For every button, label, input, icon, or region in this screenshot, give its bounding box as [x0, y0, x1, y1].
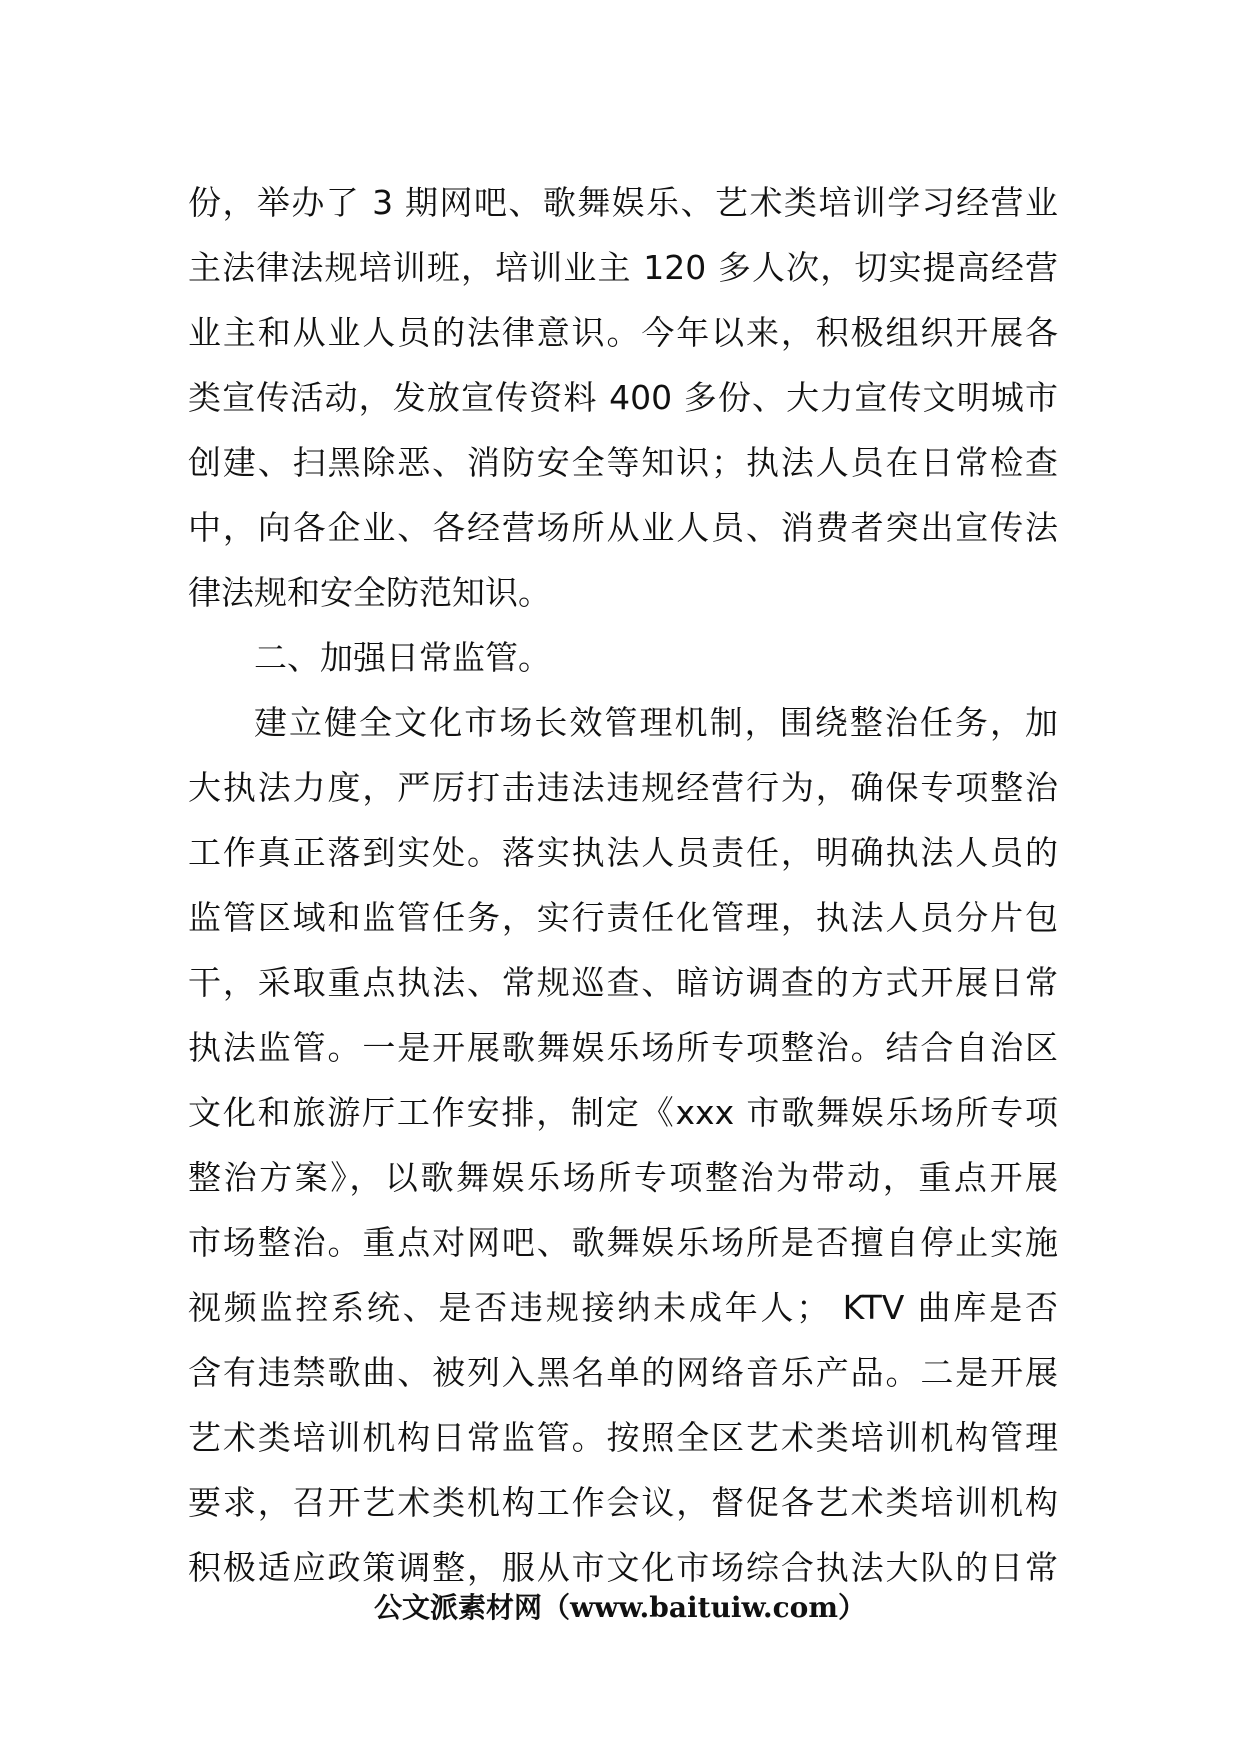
document-body	[188, 170, 1058, 1600]
text-line: 要求，召开艺术类机构工作会议，督促各艺术类培训机构	[188, 1483, 1058, 1522]
text-line: 监管区域和监管任务，实行责任化管理，执法人员分片包	[188, 898, 1058, 937]
text-line: 含有违禁歌曲、被列入黑名单的网络音乐产品。二是开展	[188, 1353, 1058, 1392]
footer-watermark: 公文派素材网（www.baituiw.com）	[374, 1591, 866, 1624]
text-line: 积极适应政策调整，服从市文化市场综合执法大队的日常	[188, 1548, 1058, 1587]
text-line: 业主和从业人员的法律意识。今年以来，积极组织开展各	[188, 313, 1058, 352]
text-line: 干，采取重点执法、常规巡查、暗访调查的方式开展日常	[188, 963, 1058, 1002]
text-line: 主法律法规培训班，培训业主 120 多人次，切实提高经营	[188, 248, 1058, 287]
text-line: 工作真正落到实处。落实执法人员责任，明确执法人员的	[188, 833, 1058, 872]
text-line: 份，举办了 3 期网吧、歌舞娱乐、艺术类培训学习经营业	[188, 183, 1058, 222]
text-line: 创建、扫黑除恶、消防安全等知识；执法人员在日常检查	[188, 443, 1058, 482]
text-line: 大执法力度，严厉打击违法违规经营行为，确保专项整治	[188, 768, 1058, 807]
text-line: 执法监管。一是开展歌舞娱乐场所专项整治。结合自治区	[188, 1028, 1058, 1067]
section-heading: 二、加强日常监管。	[254, 638, 551, 677]
text-line: 整治方案》，以歌舞娱乐场所专项整治为带动，重点开展	[188, 1158, 1058, 1197]
text-line: 建立健全文化市场长效管理机制，围绕整治任务，加	[254, 703, 1058, 742]
text-line: 类宣传活动，发放宣传资料 400 多份、大力宣传文明城市	[188, 378, 1058, 417]
text-line: 中，向各企业、各经营场所从业人员、消费者突出宣传法	[188, 508, 1058, 547]
text-line: 艺术类培训机构日常监管。按照全区艺术类培训机构管理	[188, 1418, 1058, 1457]
text-line: 文化和旅游厅工作安排，制定《xxx 市歌舞娱乐场所专项	[188, 1093, 1058, 1132]
text-line: 市场整治。重点对网吧、歌舞娱乐场所是否擅自停止实施	[188, 1223, 1058, 1262]
text-line: 视频监控系统、是否违规接纳未成年人； KTV 曲库是否	[188, 1288, 1058, 1327]
text-line: 律法规和安全防范知识。	[188, 573, 551, 612]
